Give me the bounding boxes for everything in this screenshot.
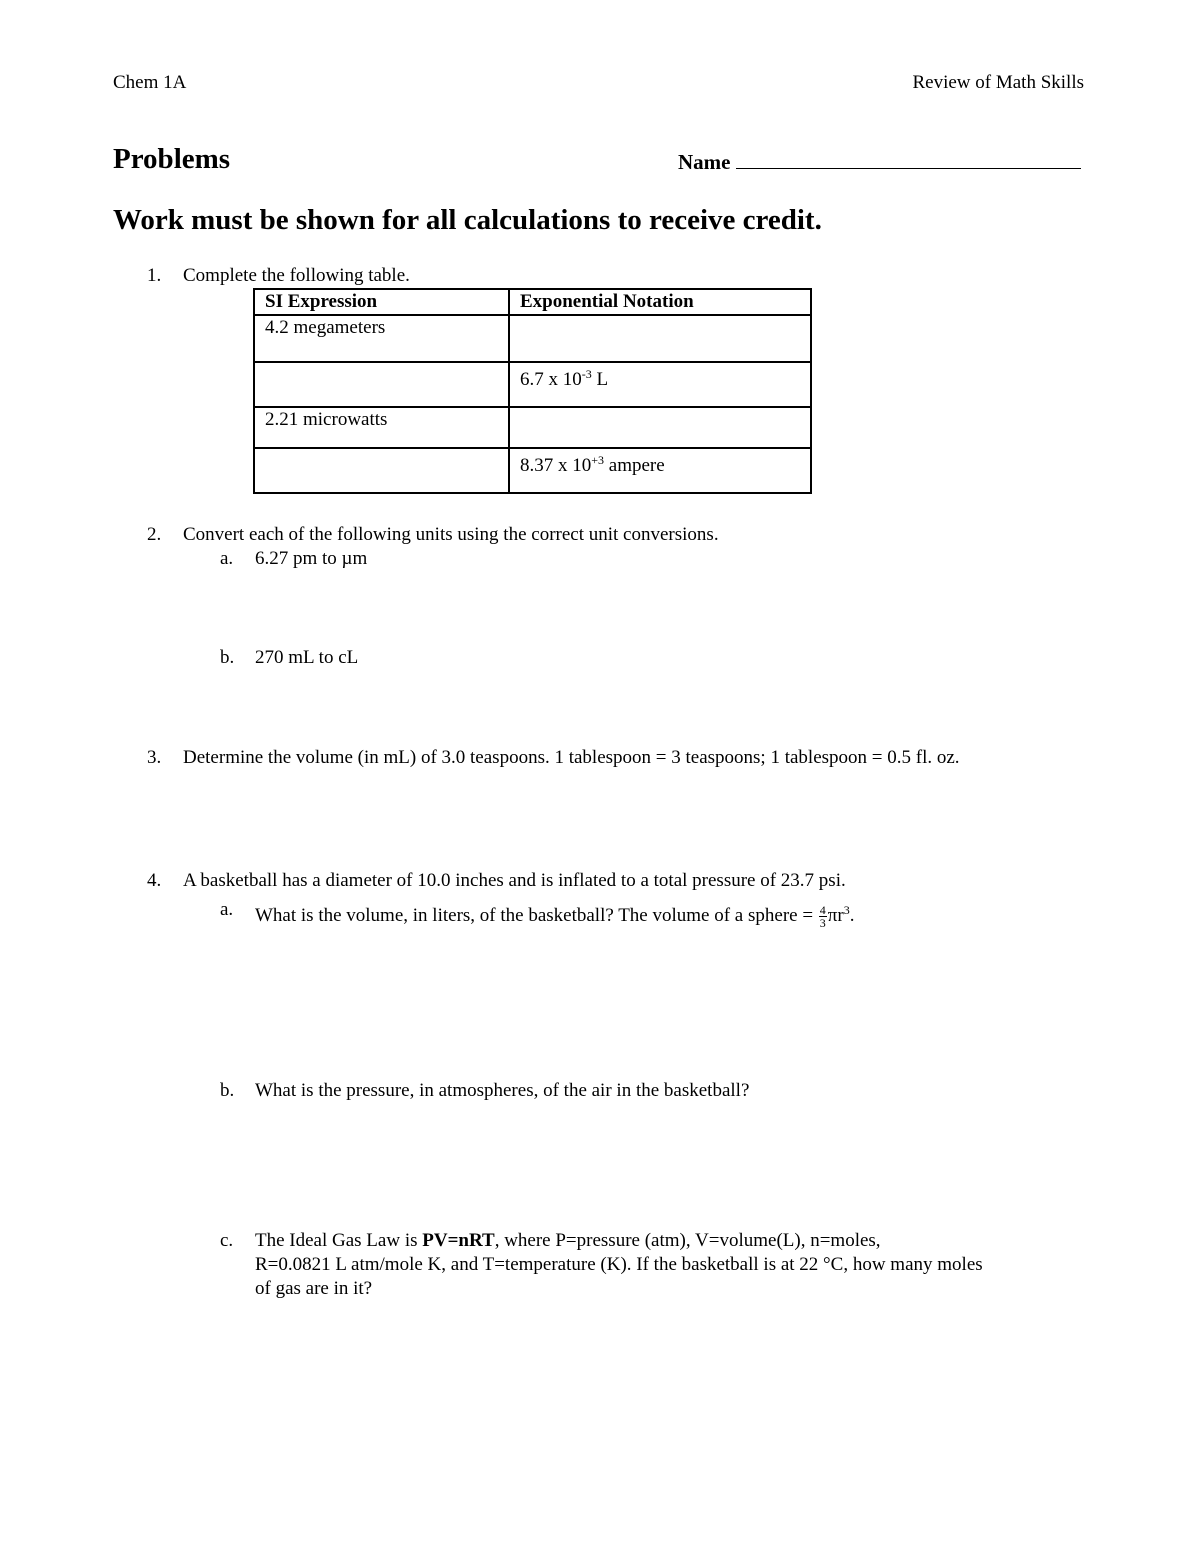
question-1	[0, 264, 1200, 290]
table-row	[254, 315, 811, 362]
exponential-cell	[509, 362, 811, 407]
question-3	[0, 746, 1200, 772]
question-text: Determine the volume (in mL) of 3.0 teaspoons. 1 tablespoon = 3 teaspoons; 1 tablespoon = 0.5 fl. oz.	[183, 747, 960, 768]
question-number: 3.	[147, 747, 162, 768]
question-text: Complete the following table.	[183, 265, 410, 286]
name-label: Name	[678, 150, 731, 174]
question-number: 1.	[147, 265, 162, 286]
sub-text	[255, 1229, 1095, 1301]
name-blank-line[interactable]	[736, 150, 1081, 169]
question-4b	[0, 1079, 1200, 1105]
si-cell: 4.2 megameters	[254, 315, 509, 362]
sub-letter: b.	[220, 1080, 235, 1101]
si-cell[interactable]	[254, 448, 509, 493]
sub-letter: c.	[220, 1230, 234, 1251]
fraction-numerator: 4	[819, 903, 826, 918]
topic-label: Review of Math Skills	[912, 72, 1084, 93]
column-header-si: SI Expression	[254, 289, 509, 315]
question-2	[0, 523, 1200, 549]
table-header-row	[254, 289, 811, 315]
exponent: +3	[591, 453, 605, 467]
si-cell[interactable]	[254, 362, 509, 407]
question-number: 2.	[147, 524, 162, 545]
text-fragment: , where P=pressure (atm), V=volume(L), n=moles,	[494, 1230, 881, 1251]
sentence-end: .	[849, 905, 855, 926]
question-text: A basketball has a diameter of 10.0 inches and is inflated to a total pressure of 23.7 psi.	[183, 870, 846, 891]
question-number: 4.	[147, 870, 162, 891]
question-2b	[0, 646, 1200, 672]
sub-text: 270 mL to cL	[255, 647, 359, 668]
sub-letter: b.	[220, 647, 235, 668]
unit: ampere	[604, 455, 665, 476]
exponential-cell[interactable]	[509, 407, 811, 448]
page-title: Problems	[113, 143, 231, 175]
ideal-gas-line-1	[255, 1229, 1095, 1253]
column-header-exponential: Exponential Notation	[509, 289, 811, 315]
unit: L	[591, 369, 609, 390]
instructions: Work must be shown for all calculations to receive credit.	[113, 204, 822, 236]
exponential-cell	[509, 448, 811, 493]
sphere-formula: πr	[827, 905, 844, 926]
table-row	[254, 448, 811, 493]
formula-exponent: 3	[843, 903, 850, 917]
fraction	[819, 904, 827, 929]
si-cell: 2.21 microwatts	[254, 407, 509, 448]
exponent: -3	[581, 367, 592, 381]
course-label: Chem 1A	[113, 72, 187, 93]
sub-letter: a.	[220, 899, 234, 920]
sub-letter: a.	[220, 548, 234, 569]
fraction-denominator: 3	[819, 916, 826, 931]
question-4c	[0, 1229, 1200, 1303]
question-4	[0, 869, 1200, 895]
table-row	[254, 362, 811, 407]
question-4a	[0, 898, 1200, 932]
ideal-gas-law: PV=nRT	[422, 1230, 495, 1251]
sphere-volume-prompt: What is the volume, in liters, of the basketball? The volume of a sphere =	[255, 905, 818, 926]
ideal-gas-line-2: R=0.0821 L atm/mole K, and T=temperature (K). If the basketball is at 22 °C, how many moles	[255, 1254, 983, 1275]
table-row	[254, 407, 811, 448]
sub-text: What is the pressure, in atmospheres, of the air in the basketball?	[255, 1080, 750, 1101]
question-2a	[0, 547, 1200, 573]
name-field	[678, 150, 1081, 175]
sub-text: 6.27 pm to µm	[255, 548, 368, 569]
text-fragment: The Ideal Gas Law is	[255, 1230, 423, 1251]
si-conversion-table	[253, 288, 812, 494]
exponential-base: 8.37 x 10	[520, 455, 592, 476]
exponential-cell[interactable]	[509, 315, 811, 362]
question-text: Convert each of the following units using the correct unit conversions.	[183, 524, 719, 545]
ideal-gas-line-3: of gas are in it?	[255, 1278, 373, 1299]
sub-text	[255, 898, 854, 929]
exponential-base: 6.7 x 10	[520, 369, 582, 390]
